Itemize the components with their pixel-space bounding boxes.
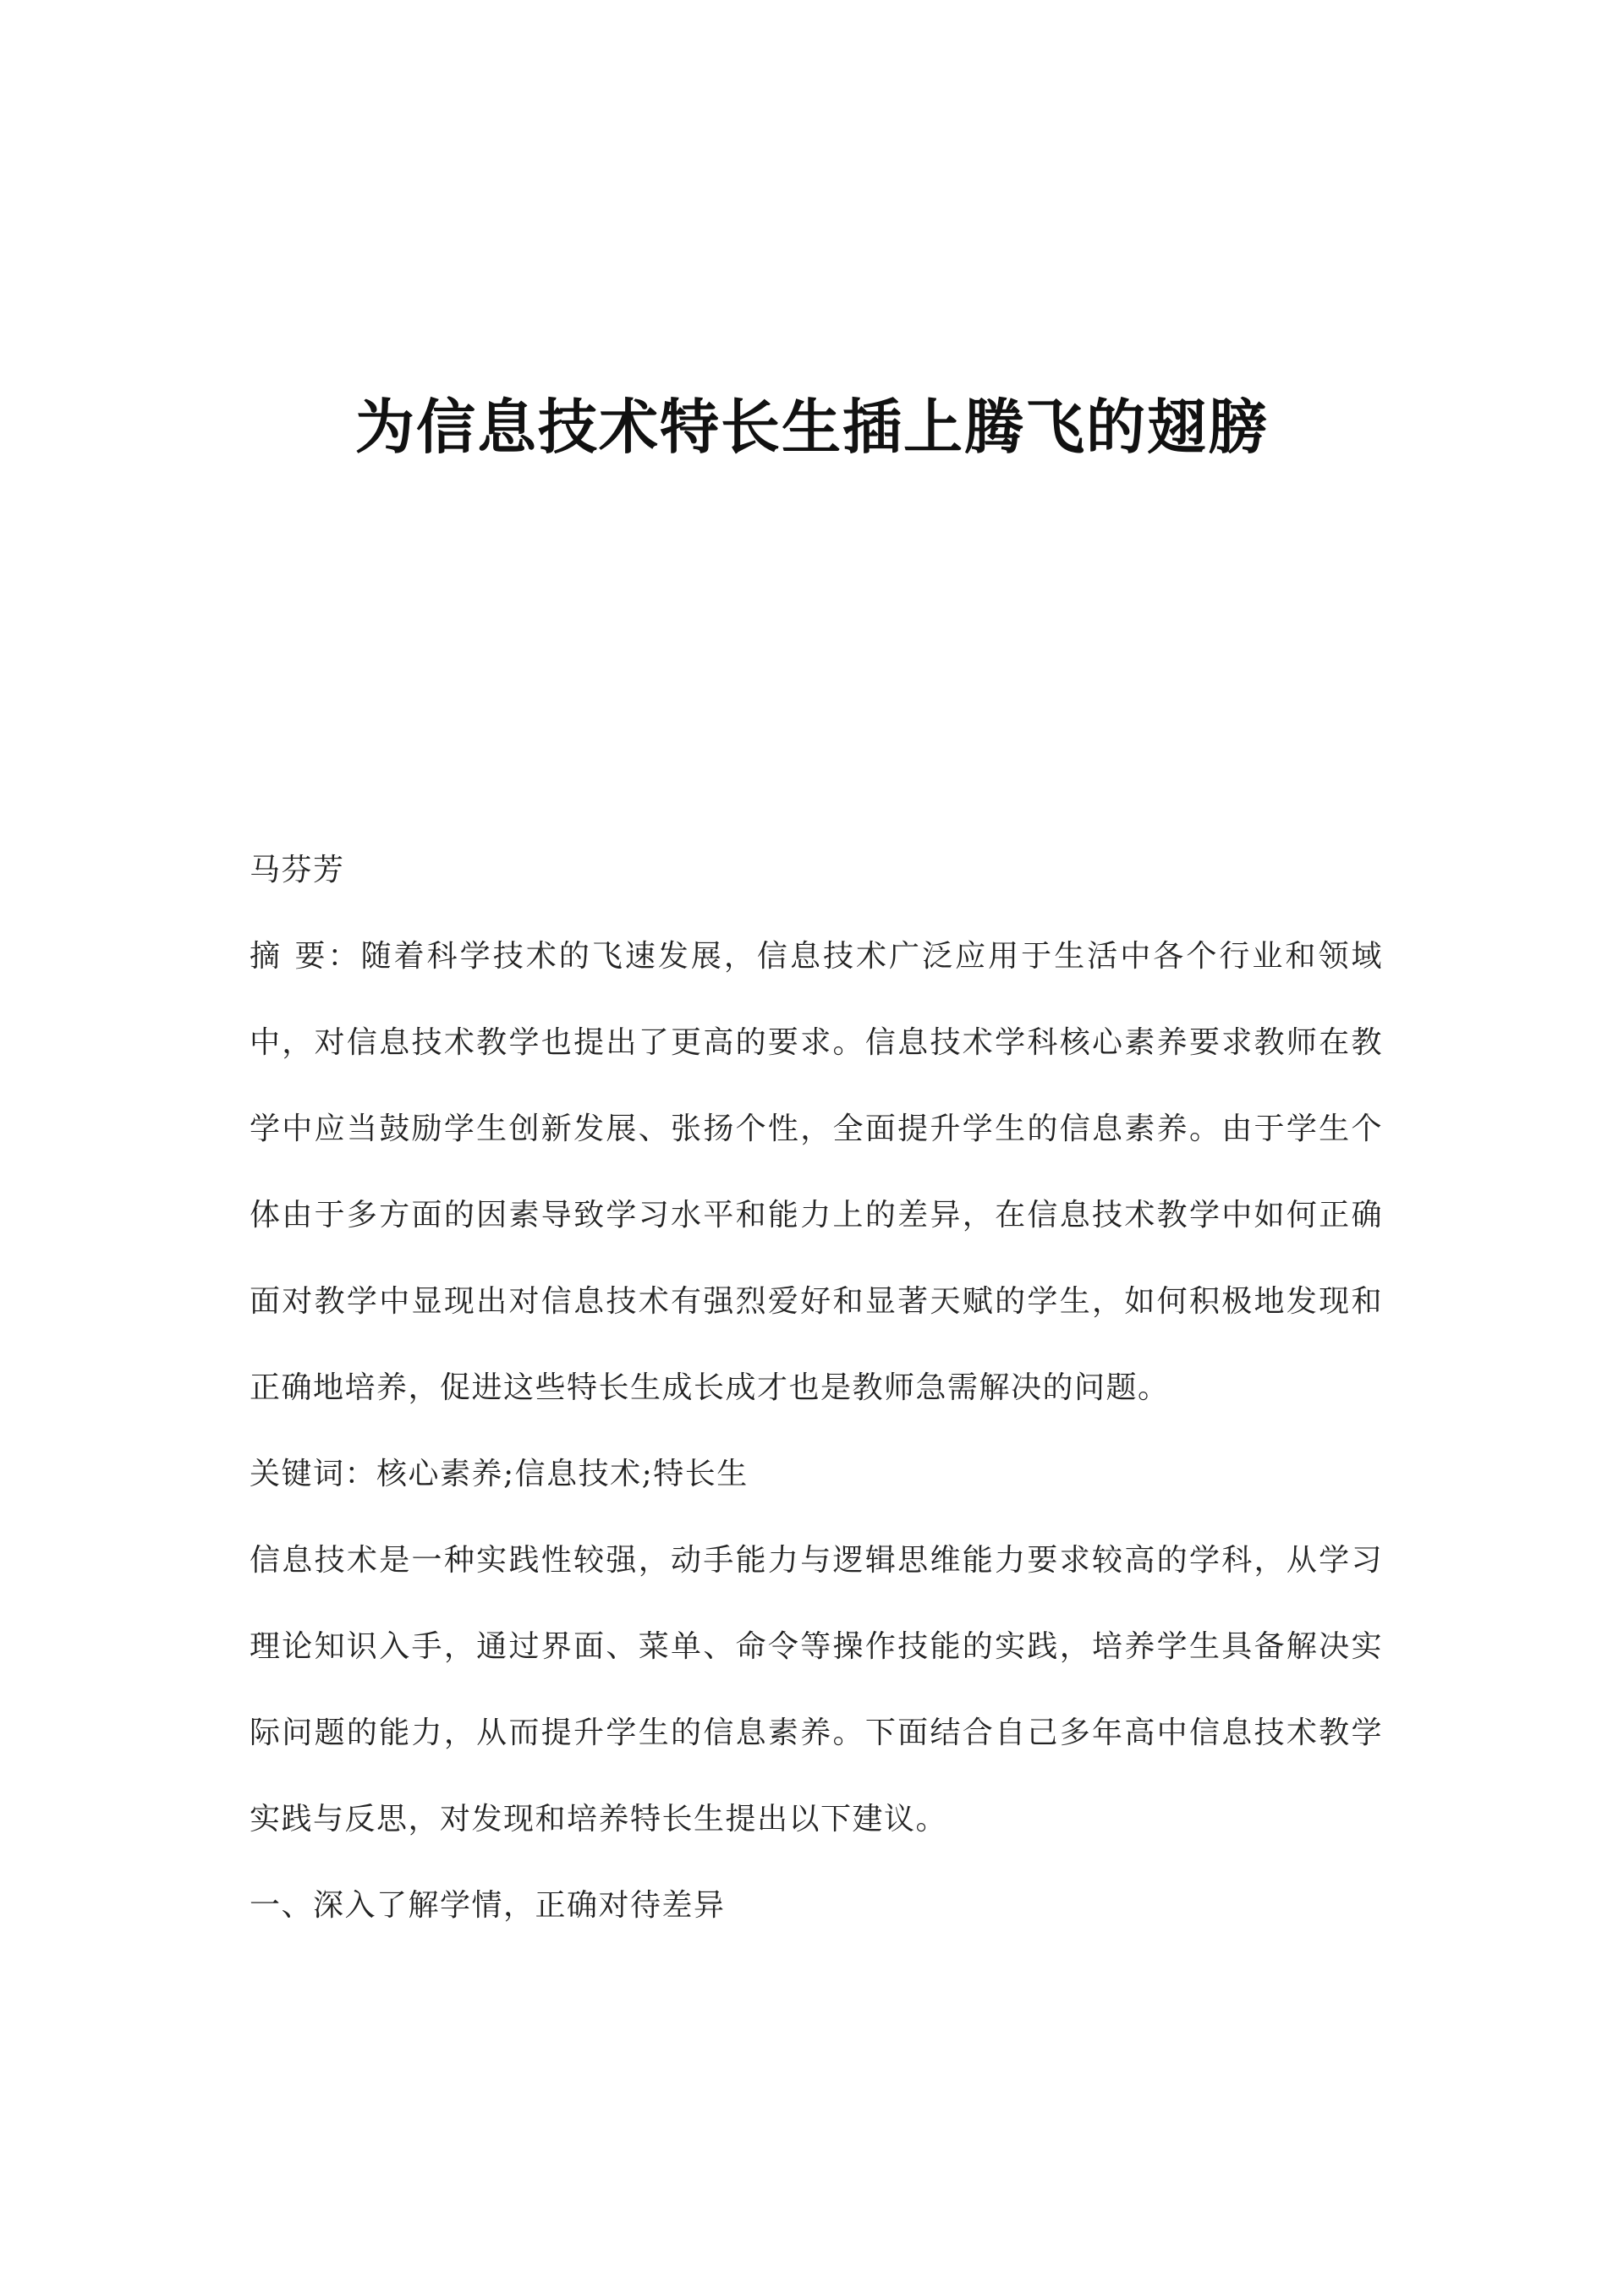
abstract-paragraph: 摘 要：随着科学技术的飞速发展，信息技术广泛应用于生活中各个行业和领域中，对信息技术教学也提出了更高的要求。信息技术学科核心素养要求教师在教学中应当鼓励学生创新发展、张扬个性，全面提升学生的信息素养。由于学生个体由于多方面的因素导致学习水平和能力上的差异，在信息技术教学中如何正确面对教学中显现出对信息技术有强烈爱好和显著天赋的学生，如何积极地发现和正确地培养，促进这些特长生成长成才也是教师急需解决的问题。 — [250, 939, 1383, 1405]
keywords-line: 关键词：核心素养;信息技术;特长生 — [250, 1457, 749, 1491]
document-content — [250, 827, 1383, 1949]
author-name: 马芬芳 — [250, 853, 345, 887]
body-paragraph: 信息技术是一种实践性较强，动手能力与逻辑思维能力要求较高的学科，从学习理论知识入手，通过界面、菜单、命令等操作技能的实践，培养学生具备解决实际问题的能力，从而提升学生的信息素养。下面结合自己多年高中信息技术教学实践与反思，对发现和培养特长生提出以下建议。 — [250, 1543, 1383, 1837]
document-title: 为信息技术特长生插上腾飞的翅膀 — [355, 393, 1269, 462]
section-heading: 一、深入了解学情，正确对待差异 — [250, 1888, 726, 1923]
